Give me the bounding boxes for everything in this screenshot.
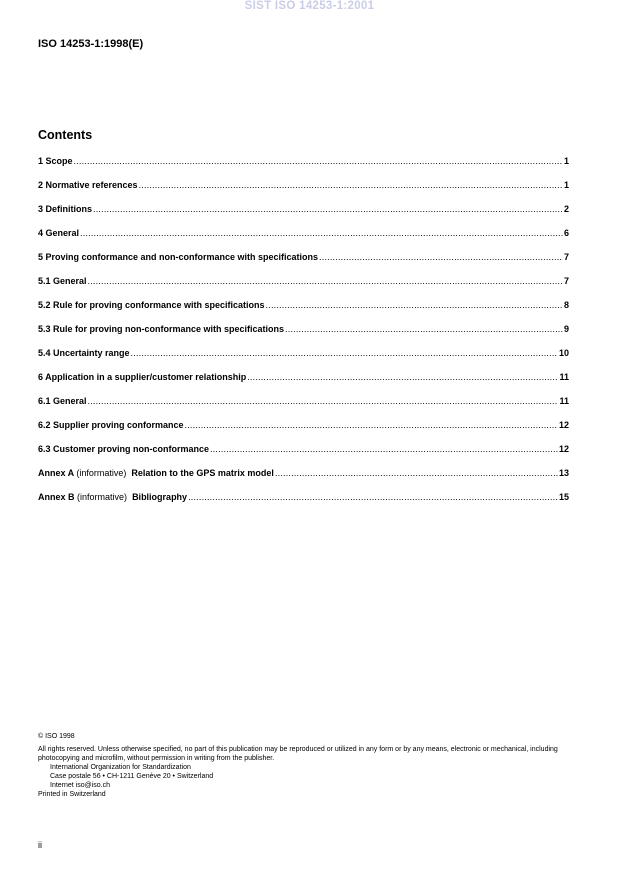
- toc-entry-page: 7: [563, 276, 569, 286]
- toc-entry-page: 6: [563, 228, 569, 238]
- annex-title: Bibliography: [132, 492, 188, 502]
- toc-entry-page: 2: [563, 204, 569, 214]
- toc-entry[interactable]: [38, 252, 569, 276]
- dot-leader: [88, 396, 559, 406]
- dot-leader: [285, 324, 563, 334]
- toc-entry[interactable]: [38, 372, 569, 396]
- toc-annex-entry[interactable]: [38, 492, 569, 516]
- toc-entry-title: 5.4 Uncertainty range: [38, 348, 130, 358]
- toc-annex-title: [38, 468, 274, 478]
- toc-entry[interactable]: [38, 420, 569, 444]
- organization-address: Case postale 56 • CH-1211 Genève 20 • Switzerland: [50, 773, 214, 780]
- dot-leader: [247, 372, 558, 382]
- toc-entry-title: 6.1 General: [38, 396, 87, 406]
- toc-entry[interactable]: [38, 228, 569, 252]
- toc-annex-entry[interactable]: [38, 468, 569, 492]
- annex-note: (informative): [76, 468, 127, 478]
- watermark: SIST ISO 14253-1:2001: [244, 0, 375, 12]
- toc-entry-page: 12: [558, 444, 569, 454]
- internet-contact: Internet iso@iso.ch: [50, 782, 111, 789]
- toc-entry-page: 8: [563, 300, 569, 310]
- toc-entry-title: 2 Normative references: [38, 180, 138, 190]
- rights-statement: All rights reserved. Unless otherwise specified, no part of this publication may be reproduced or utilized in any form or by any means, electronic or mechanical, including photocopying and microfilm, without permission in writing from the publisher.: [38, 746, 558, 762]
- toc-entry-title: 6.3 Customer proving non-conformance: [38, 444, 210, 454]
- toc-entry[interactable]: [38, 348, 569, 372]
- dot-leader: [139, 180, 563, 190]
- toc-entry-page: 10: [558, 348, 569, 358]
- toc-entry[interactable]: [38, 156, 569, 180]
- toc-entry-page: 7: [563, 252, 569, 262]
- toc-entry-title: 4 General: [38, 228, 80, 238]
- toc-entry[interactable]: [38, 396, 569, 420]
- toc-entry-title: 6.2 Supplier proving conformance: [38, 420, 184, 430]
- toc-entry-page: 12: [558, 420, 569, 430]
- toc-entry-page: 11: [559, 372, 569, 382]
- toc-entry[interactable]: [38, 204, 569, 228]
- toc-entry[interactable]: [38, 324, 569, 348]
- organization-name: International Organization for Standardization: [50, 764, 191, 771]
- annex-label: Annex A: [38, 468, 74, 478]
- document-id: ISO 14253-1:1998(E): [38, 38, 144, 50]
- toc-entry-page: 9: [563, 324, 569, 334]
- dot-leader: [88, 276, 563, 286]
- toc-entry-page: 11: [559, 396, 569, 406]
- annex-title: Relation to the GPS matrix model: [131, 468, 274, 478]
- table-of-contents: [38, 156, 569, 516]
- annex-note: (informative): [77, 492, 128, 502]
- toc-entry-page: 13: [558, 468, 569, 478]
- toc-annex-title: [38, 492, 187, 502]
- printed-location: Printed in Switzerland: [38, 791, 106, 798]
- toc-entry[interactable]: [38, 444, 569, 468]
- copyright-line: © ISO 1998: [38, 733, 75, 740]
- dot-leader: [319, 252, 563, 262]
- toc-entry[interactable]: [38, 300, 569, 324]
- toc-entry-title: 6 Application in a supplier/customer relationship: [38, 372, 247, 382]
- page-number: ii: [38, 840, 42, 850]
- toc-entry-title: 3 Definitions: [38, 204, 93, 214]
- toc-entry-title: 1 Scope: [38, 156, 73, 166]
- toc-entry-title: 5.3 Rule for proving non-conformance with specifications: [38, 324, 285, 334]
- dot-leader: [93, 204, 563, 214]
- dot-leader: [266, 300, 563, 310]
- dot-leader: [188, 492, 558, 502]
- copyright-footer: [38, 732, 578, 799]
- dot-leader: [74, 156, 563, 166]
- dot-leader: [131, 348, 558, 358]
- toc-entry-title: 5.1 General: [38, 276, 87, 286]
- dot-leader: [210, 444, 558, 454]
- toc-entry-page: 1: [563, 156, 569, 166]
- toc-entry-title: 5.2 Rule for proving conformance with specifications: [38, 300, 265, 310]
- dot-leader: [80, 228, 563, 238]
- contents-heading: Contents: [38, 128, 93, 142]
- toc-entry[interactable]: [38, 276, 569, 300]
- dot-leader: [185, 420, 558, 430]
- toc-entry-page: 15: [558, 492, 569, 502]
- toc-entry-page: 1: [563, 180, 569, 190]
- toc-entry[interactable]: [38, 180, 569, 204]
- annex-label: Annex B: [38, 492, 75, 502]
- toc-entry-title: 5 Proving conformance and non-conformance with specifications: [38, 252, 319, 262]
- dot-leader: [275, 468, 558, 478]
